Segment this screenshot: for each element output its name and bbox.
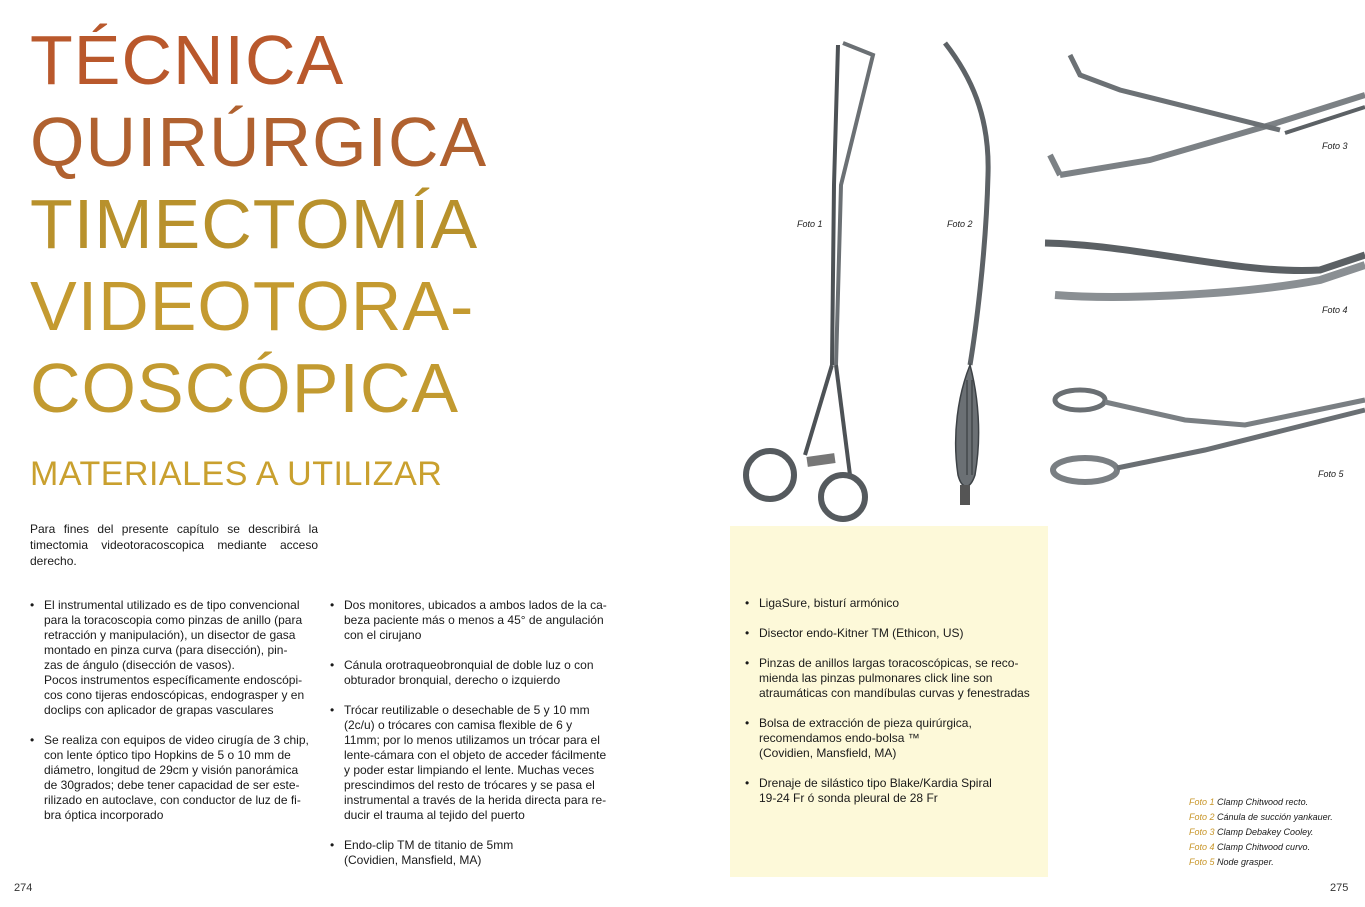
clamp-debakey-photo bbox=[1040, 35, 1365, 185]
list-line: • Disector endo-Kitner TM (Ethicon, US) bbox=[759, 626, 964, 640]
list-item bbox=[745, 716, 1050, 761]
list-item bbox=[330, 658, 630, 688]
title-line-1: TÉCNICA bbox=[30, 21, 345, 99]
list-item bbox=[30, 598, 330, 718]
list-line: atraumáticas con mandíbulas curvas y fenestradas bbox=[759, 686, 1030, 700]
caption-item bbox=[1189, 795, 1333, 810]
list-line: para la toracoscopia como pinzas de anillo (para bbox=[44, 613, 303, 627]
list-line: (Covidien, Mansfield, MA) bbox=[344, 853, 482, 867]
caption-text: Clamp Debakey Cooley. bbox=[1217, 827, 1314, 837]
list-item bbox=[745, 776, 1050, 806]
caption-item bbox=[1189, 825, 1333, 840]
list-line: diámetro, longitud de 29cm y visión panorámica bbox=[44, 763, 299, 777]
intro-paragraph: Para fines del presente capítulo se describirá la timectomia videotoracoscopica mediante acceso derecho. bbox=[30, 522, 318, 568]
list-line: y poder estar limpiando el lente. Muchas veces bbox=[344, 763, 595, 777]
title-line-2: QUIRÚRGICA bbox=[30, 103, 488, 181]
list-item bbox=[745, 656, 1050, 701]
list-line: 11mm; por lo menos utilizamos un trócar para el bbox=[344, 733, 600, 747]
list-line: doclips con aplicador de grapas vasculares bbox=[44, 703, 274, 717]
caption-item bbox=[1189, 840, 1333, 855]
title-line-3: TIMECTOMÍA bbox=[30, 185, 479, 263]
caption-text: Clamp Chitwood curvo. bbox=[1217, 842, 1311, 852]
list-item bbox=[330, 838, 630, 868]
list-line: • Pinzas de anillos largas toracoscópicas, se reco- bbox=[759, 656, 1019, 670]
caption-number: Foto 1 bbox=[1189, 797, 1215, 807]
materials-box-list bbox=[745, 596, 1050, 821]
photo-captions bbox=[1189, 795, 1333, 870]
list-line: • Dos monitores, ubicados a ambos lados de la ca- bbox=[344, 598, 607, 612]
list-line: ducir el trauma al tejido del puerto bbox=[344, 808, 525, 822]
list-line: • Trócar reutilizable o desechable de 5 y 10 mm bbox=[344, 703, 590, 717]
list-line: instrumental a través de la herida directa para re- bbox=[344, 793, 607, 807]
list-line: retracción y manipulación), un disector de gasa bbox=[44, 628, 296, 642]
list-line: • LigaSure, bisturí armónico bbox=[759, 596, 900, 610]
list-line: recomendamos endo-bolsa ™ bbox=[759, 731, 920, 745]
list-line: rilizado en autoclave, con conductor de luz de fi- bbox=[44, 793, 301, 807]
title-line-4: VIDEOTORA- bbox=[30, 267, 475, 345]
list-line: mienda las pinzas pulmonares click line son bbox=[759, 671, 993, 685]
list-line: zas de ángulo (disección de vasos). bbox=[44, 658, 235, 672]
list-line: cos cono tijeras endoscópicas, endograsper y en bbox=[44, 688, 305, 702]
list-item bbox=[330, 598, 630, 643]
list-line: • Endo-clip TM de titanio de 5mm bbox=[344, 838, 514, 852]
caption-number: Foto 2 bbox=[1189, 812, 1215, 822]
list-line: • Bolsa de extracción de pieza quirúrgica, bbox=[759, 716, 972, 730]
left-column-list bbox=[30, 598, 330, 838]
list-line: • Se realiza con equipos de video cirugía de 3 chip, bbox=[44, 733, 309, 747]
photo-label-5: Foto 5 bbox=[1318, 469, 1344, 479]
list-line: • Cánula orotraqueobronquial de doble luz o con bbox=[344, 658, 594, 672]
photo-label-1: Foto 1 bbox=[797, 219, 823, 229]
list-line: con el cirujano bbox=[344, 628, 422, 642]
list-line: montado en pinza curva (para disección), pin- bbox=[44, 643, 288, 657]
list-line: con lente óptico tipo Hopkins de 5 o 10 mm de bbox=[44, 748, 291, 762]
list-line: beza paciente más o menos a 45° de angulación bbox=[344, 613, 604, 627]
caption-number: Foto 5 bbox=[1189, 857, 1215, 867]
caption-text: Clamp Chitwood recto. bbox=[1217, 797, 1309, 807]
clamp-curved-photo bbox=[1040, 235, 1365, 355]
list-line: • El instrumental utilizado es de tipo convencional bbox=[44, 598, 300, 612]
caption-item bbox=[1189, 810, 1333, 825]
page-number-right: 275 bbox=[1330, 882, 1349, 894]
clamp-straight-photo bbox=[735, 35, 885, 525]
list-line: Pocos instrumentos específicamente endoscópi- bbox=[44, 673, 303, 687]
list-line: (2c/u) o trócares con camisa flexible de 6 y bbox=[344, 718, 573, 732]
list-line: prescindimos del resto de trócares y se pasa el bbox=[344, 778, 595, 792]
list-item bbox=[745, 626, 1050, 641]
section-subtitle: MATERIALES A UTILIZAR bbox=[30, 455, 443, 493]
suction-cannula-photo bbox=[930, 35, 1010, 515]
photo-label-3: Foto 3 bbox=[1322, 141, 1348, 151]
caption-text: Node grasper. bbox=[1217, 857, 1274, 867]
photo-label-4: Foto 4 bbox=[1322, 305, 1348, 315]
photo-label-2: Foto 2 bbox=[947, 219, 973, 229]
caption-number: Foto 4 bbox=[1189, 842, 1215, 852]
list-line: lente-cámara con el objeto de acceder fácilmente bbox=[344, 748, 607, 762]
list-item bbox=[30, 733, 330, 823]
list-line: (Covidien, Mansfield, MA) bbox=[759, 746, 897, 760]
caption-item bbox=[1189, 855, 1333, 870]
middle-column-list bbox=[330, 598, 630, 883]
page-number-left: 274 bbox=[14, 882, 33, 894]
list-line: bra óptica incorporado bbox=[44, 808, 164, 822]
caption-number: Foto 3 bbox=[1189, 827, 1215, 837]
caption-text: Cánula de succión yankauer. bbox=[1217, 812, 1333, 822]
list-item bbox=[745, 596, 1050, 611]
list-line: de 30grados; debe tener capacidad de ser este- bbox=[44, 778, 300, 792]
list-line: 19-24 Fr ó sonda pleural de 28 Fr bbox=[759, 791, 938, 805]
node-grasper-photo bbox=[1045, 380, 1365, 510]
list-item bbox=[330, 703, 630, 823]
list-line: • Drenaje de silástico tipo Blake/Kardia Spiral bbox=[759, 776, 992, 790]
list-line: obturador bronquial, derecho o izquierdo bbox=[344, 673, 561, 687]
title-line-5: COSCÓPICA bbox=[30, 349, 460, 427]
